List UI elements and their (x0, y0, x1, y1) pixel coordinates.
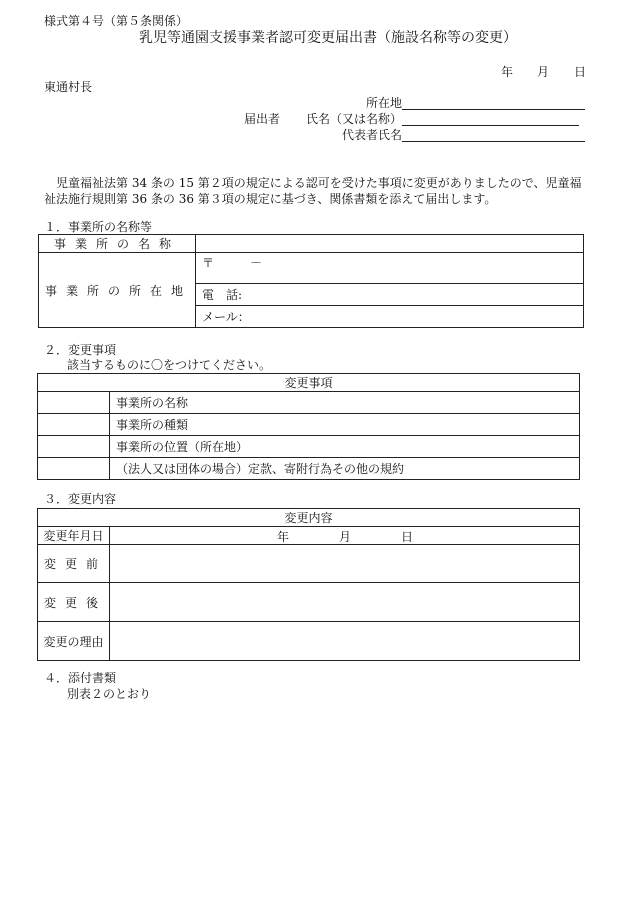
section1-heading: １．事業所の名称等 (44, 220, 153, 234)
change-date-value[interactable] (110, 527, 580, 545)
facility-table (38, 234, 584, 328)
change-date-year: 年 (277, 530, 290, 544)
change-item-mark-cell[interactable] (38, 458, 110, 480)
change-item-mark-cell[interactable] (38, 414, 110, 436)
change-item-name: 事業所の名称 (110, 392, 580, 414)
change-content-table (37, 508, 580, 661)
address-field (366, 96, 585, 110)
section4-heading: ４．添付書類 (44, 671, 117, 685)
after-change-value[interactable] (110, 583, 580, 622)
change-date-label: 変更年月日 (38, 527, 110, 545)
address-label: 所在地 (366, 96, 403, 110)
change-item-bylaws: （法人又は団体の場合）定款、寄附行為その他の規約 (110, 458, 580, 480)
form-number: 様式第４号（第５条関係） (44, 14, 189, 28)
date-month: 月 (537, 65, 550, 79)
representative-line (402, 128, 585, 142)
change-item-mark-cell[interactable] (38, 392, 110, 414)
address-line (402, 96, 585, 110)
section2-heading: ２．変更事項 (44, 343, 117, 357)
email-field[interactable]: メール： (196, 306, 584, 328)
facility-location-label: 事業所の所在地 (39, 253, 196, 328)
change-reason-label: 変更の理由 (38, 622, 110, 661)
before-change-value[interactable] (110, 545, 580, 583)
change-content-header: 変更内容 (38, 509, 580, 527)
phone-field[interactable]: 電 話: (196, 284, 584, 306)
name-line (402, 112, 579, 126)
change-items-table (37, 373, 580, 480)
before-change-label: 変更前 (38, 545, 110, 583)
change-date-day: 日 (401, 530, 414, 544)
after-change-label: 変更後 (38, 583, 110, 622)
section2-instruction: 該当するものに〇をつけてください。 (67, 358, 272, 372)
addressee: 東通村長 (44, 80, 93, 94)
date-year: 年 (501, 65, 514, 79)
change-items-header: 変更事項 (38, 374, 580, 392)
section3-heading: ３．変更内容 (44, 492, 117, 506)
applicant-label: 届出者 (244, 112, 281, 126)
name-label: 氏名（又は名称） (306, 112, 403, 126)
name-field (306, 112, 579, 126)
change-item-type: 事業所の種類 (110, 414, 580, 436)
representative-field (342, 128, 585, 142)
change-item-location: 事業所の位置（所在地） (110, 436, 580, 458)
date-day: 日 (574, 65, 587, 79)
facility-name-value[interactable] (196, 235, 584, 253)
change-date-month: 月 (339, 530, 352, 544)
change-reason-value[interactable] (110, 622, 580, 661)
document-title: 乳児等通園支援事業者認可変更届出書（施設名称等の変更） (139, 30, 517, 46)
facility-name-label: 事業所の名称 (39, 235, 196, 253)
change-item-mark-cell[interactable] (38, 436, 110, 458)
representative-label: 代表者氏名 (342, 128, 403, 142)
intro-line-1: 児童福祉法第 34 条の 15 第２項の規定による認可を受けた事項に変更がありましたので、児童福 (56, 176, 582, 190)
intro-line-2: 祉法施行規則第 36 条の 36 第３項の規定に基づき、関係書類を添えて届出します。 (44, 192, 497, 206)
attachments-content: 別表２のとおり (67, 687, 152, 701)
postal-code-field[interactable]: 〒 － (196, 253, 584, 284)
